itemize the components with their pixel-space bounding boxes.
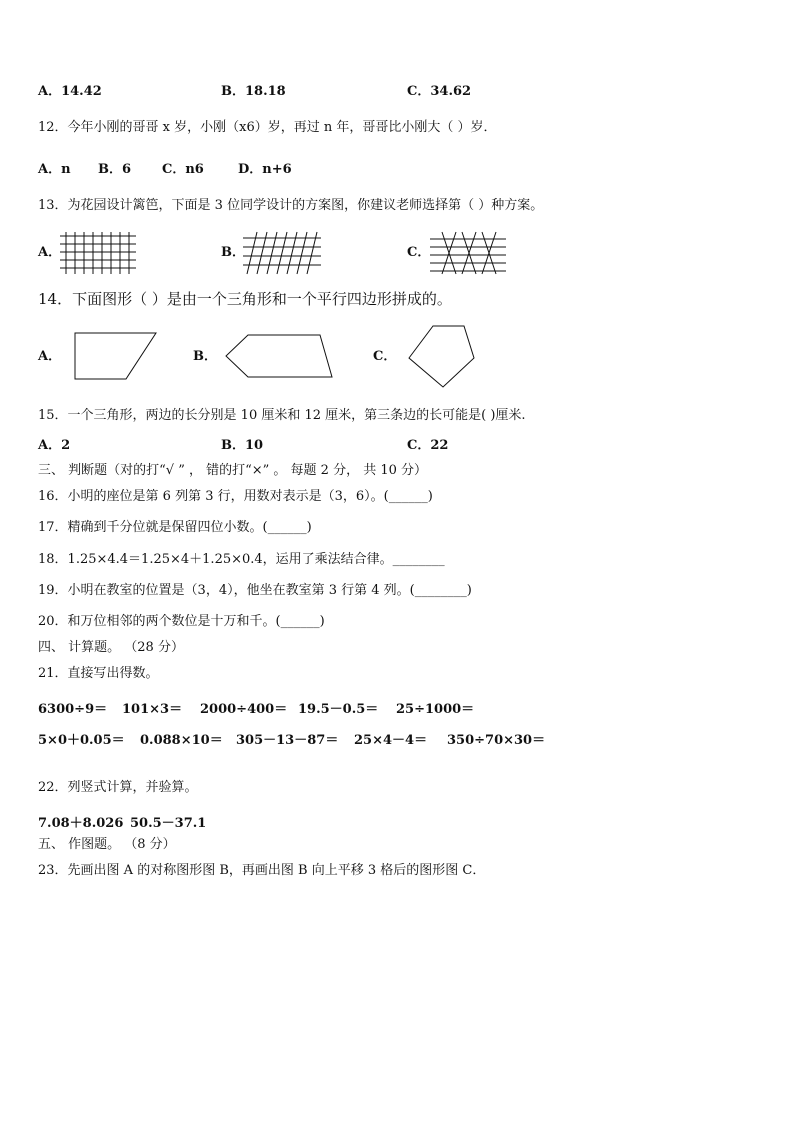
q12-option-a: A．n bbox=[38, 162, 71, 177]
q16-question: 16．小明的座位是第 6 列第 3 行，用数对表示是（3，6）。(______) bbox=[38, 489, 433, 504]
q21-item: 5×0＋0.05＝ bbox=[38, 733, 125, 748]
q15-option-c: C．22 bbox=[407, 438, 449, 453]
q22-question: 22．列竖式计算，并验算。 bbox=[38, 780, 198, 795]
section-4-heading: 四、 计算题。 （28 分） bbox=[38, 640, 184, 655]
q22-item: 7.08＋8.026 bbox=[38, 816, 124, 831]
q14-question: 14．下面图形（ ）是由一个三角形和一个平行四边形拼成的。 bbox=[38, 290, 452, 308]
q21-item: 25÷1000＝ bbox=[396, 702, 475, 717]
shape-c-regular-pentagon-figure bbox=[406, 324, 478, 390]
shape-b-pentagon-figure bbox=[224, 333, 336, 381]
q17-question: 17．精确到千分位就是保留四位小数。(______) bbox=[38, 520, 312, 535]
q21-question: 21．直接写出得数。 bbox=[38, 666, 159, 681]
q23-question: 23．先画出图 A 的对称图形图 B，再画出图 B 向上平移 3 格后的图形图 C． bbox=[38, 863, 486, 878]
section-3-heading: 三、 判断题（对的打“√ ” ， 错的打“×” 。 每题 2 分， 共 10 分） bbox=[38, 463, 428, 478]
q21-item: 350÷70×30＝ bbox=[447, 733, 546, 748]
q19-question: 19．小明在教室的位置是（3，4），他坐在教室第 3 行第 4 列。(________) bbox=[38, 583, 472, 598]
q14-label-a: A． bbox=[38, 349, 62, 364]
q21-item: 19.5－0.5＝ bbox=[298, 702, 379, 717]
q21-item: 6300÷9＝ bbox=[38, 702, 108, 717]
shape-a-trapezoid-figure bbox=[74, 332, 158, 382]
q22-item: 50.5－37.1 bbox=[130, 816, 207, 831]
q12-question: 12．今年小刚的哥哥 x 岁，小刚（x6）岁，再过 n 年，哥哥比小刚大（ ）岁． bbox=[38, 120, 497, 135]
q12-option-c: C．n6 bbox=[162, 162, 204, 177]
q13-label-c: C． bbox=[407, 245, 431, 260]
q14-label-b: B． bbox=[193, 349, 217, 364]
q11-option-b: B．18.18 bbox=[221, 84, 286, 99]
q11-option-c: C．34.62 bbox=[407, 84, 472, 99]
q21-item: 0.088×10＝ bbox=[140, 733, 223, 748]
q15-option-a: A．2 bbox=[38, 438, 71, 453]
q21-item: 101×3＝ bbox=[122, 702, 183, 717]
q11-option-a: A．14.42 bbox=[38, 84, 102, 99]
fence-a-figure bbox=[60, 230, 140, 276]
q21-item: 25×4－4＝ bbox=[354, 733, 428, 748]
q13-label-b: B． bbox=[221, 245, 245, 260]
fence-c-figure bbox=[428, 230, 508, 276]
q13-question: 13．为花园设计篱笆，下面是 3 位同学设计的方案图，你建议老师选择第（ ）种方案。 bbox=[38, 198, 544, 213]
q21-item: 305－13－87＝ bbox=[236, 733, 339, 748]
q21-item: 2000÷400＝ bbox=[200, 702, 288, 717]
q18-question: 18．1.25×4.4＝1.25×4＋1.25×0.4，运用了乘法结合律。________ bbox=[38, 552, 445, 567]
q14-label-c: C． bbox=[373, 349, 397, 364]
q13-label-a: A． bbox=[38, 245, 62, 260]
q15-option-b: B．10 bbox=[221, 438, 264, 453]
fence-b-figure bbox=[243, 230, 323, 276]
q15-question: 15．一个三角形，两边的长分别是 10 厘米和 12 厘米，第三条边的长可能是( )厘米. bbox=[38, 408, 526, 423]
q20-question: 20．和万位相邻的两个数位是十万和千。(______) bbox=[38, 614, 325, 629]
q12-option-b: B．6 bbox=[98, 162, 132, 177]
q12-option-d: D．n+6 bbox=[238, 162, 292, 177]
section-5-heading: 五、 作图题。 （8 分） bbox=[38, 837, 176, 852]
